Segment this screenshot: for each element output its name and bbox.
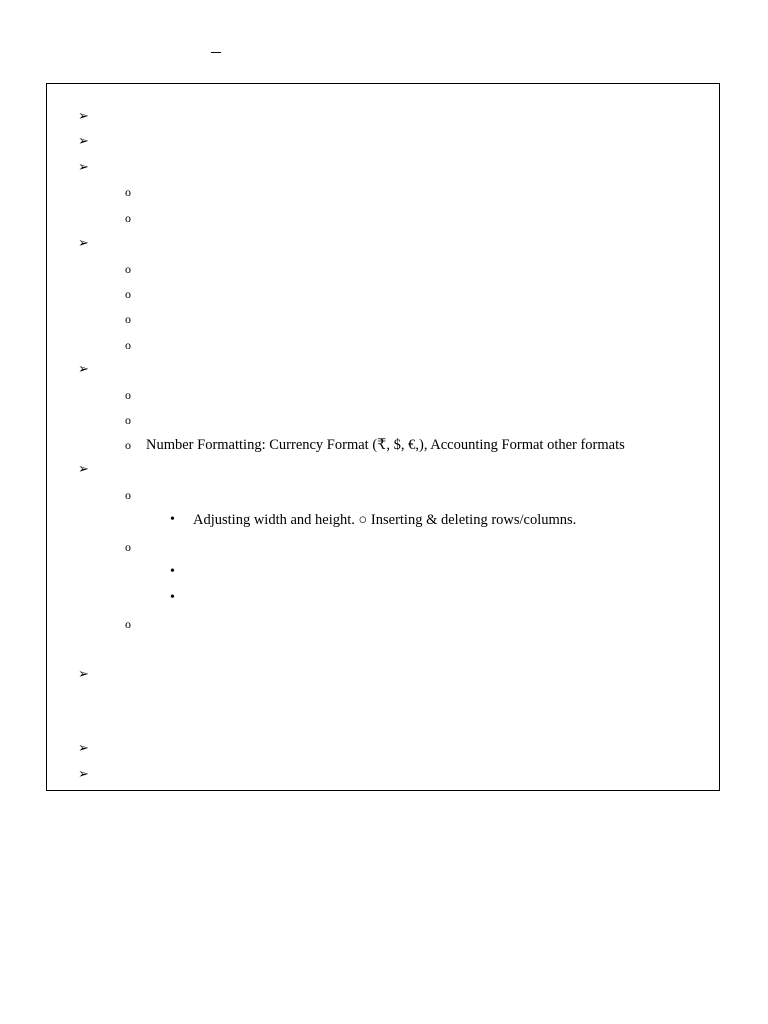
outline-item-level-3 (47, 510, 719, 530)
circle-bullet-icon: o (125, 488, 131, 502)
outline-item-level-1 (47, 738, 719, 758)
outline-item-level-1 (47, 131, 719, 151)
circle-bullet-icon: o (125, 312, 131, 326)
circle-bullet-icon: o (125, 185, 131, 199)
arrow-bullet-icon: ➢ (78, 108, 89, 123)
outline-item-level-2 (47, 284, 719, 304)
outline-item-level-2 (47, 385, 719, 405)
circle-bullet-icon: o (125, 211, 131, 225)
circle-bullet-icon: o (125, 388, 131, 402)
outline-item-text: Adjusting width and height. ○ Inserting & deleting rows/columns. (193, 512, 577, 528)
outline-item-level-2 (47, 182, 719, 202)
outline-item-level-1 (47, 664, 719, 684)
outline-item-level-1 (47, 764, 719, 784)
arrow-bullet-icon: ➢ (78, 666, 89, 681)
outline-item-level-3 (47, 562, 719, 582)
outline-item-level-1 (47, 106, 719, 126)
outline-item-level-1 (47, 233, 719, 253)
circle-bullet-icon: o (125, 338, 131, 352)
arrow-bullet-icon: ➢ (78, 766, 89, 781)
outline-item-level-1 (47, 359, 719, 379)
outline-item-level-1 (47, 459, 719, 479)
outline-item-level-1 (47, 157, 719, 177)
circle-bullet-icon: o (125, 413, 131, 427)
circle-bullet-icon: o (125, 617, 131, 631)
arrow-bullet-icon: ➢ (78, 461, 89, 476)
outline-item-level-2 (47, 410, 719, 430)
outline-item-level-2 (47, 208, 719, 228)
arrow-bullet-icon: ➢ (78, 361, 89, 376)
arrow-bullet-icon: ➢ (78, 159, 89, 174)
circle-bullet-icon: o (125, 438, 131, 452)
outline-item-level-2 (47, 485, 719, 505)
circle-bullet-icon: o (125, 262, 131, 276)
outline-item-level-2 (47, 435, 719, 455)
outline-item-level-2 (47, 614, 719, 634)
dot-bullet-icon: • (170, 564, 175, 579)
outline-item-level-2 (47, 259, 719, 279)
outline-item-level-2 (47, 335, 719, 355)
header-dash (211, 52, 221, 53)
outline-item-level-2 (47, 537, 719, 557)
arrow-bullet-icon: ➢ (78, 740, 89, 755)
outline-item-level-2 (47, 309, 719, 329)
circle-bullet-icon: o (125, 540, 131, 554)
outline-item-text: Number Formatting: Currency Format (₹, $, €,), Accounting Format other formats (146, 437, 625, 453)
arrow-bullet-icon: ➢ (78, 235, 89, 250)
circle-bullet-icon: o (125, 287, 131, 301)
outline-item-level-3 (47, 588, 719, 608)
arrow-bullet-icon: ➢ (78, 133, 89, 148)
dot-bullet-icon: • (170, 512, 175, 527)
outline-box (46, 83, 720, 791)
dot-bullet-icon: • (170, 590, 175, 605)
